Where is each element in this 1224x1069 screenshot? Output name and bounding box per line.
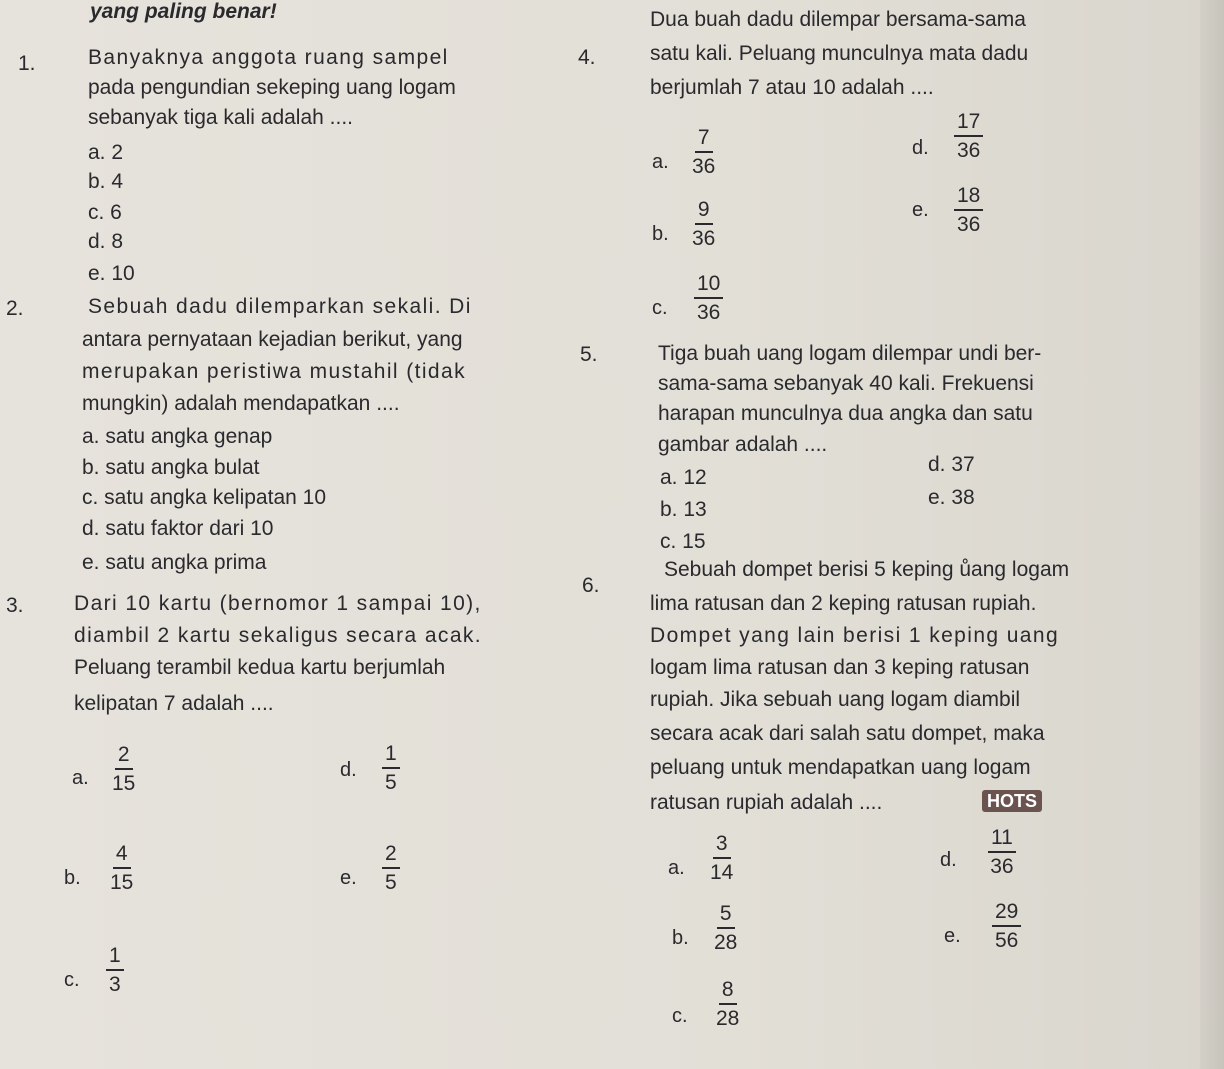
q6-line: Sebuah dompet berisi 5 keping ůang logam — [664, 558, 1070, 581]
fraction-numerator: 1 — [106, 944, 124, 971]
hots-badge: HOTS — [982, 790, 1042, 812]
q5-line: harapan munculnya dua angka dan satu — [658, 402, 1033, 425]
q2-option-c: c. satu angka kelipatan 10 — [82, 486, 327, 509]
q5-option-d: d. 37 — [928, 453, 975, 476]
fraction-denominator: 15 — [110, 871, 134, 894]
q3-option-a-fraction — [112, 743, 135, 795]
q4-option-c-label: c. — [652, 297, 668, 319]
fraction-numerator: 11 — [988, 826, 1016, 853]
fraction-numerator: 2 — [115, 743, 133, 770]
q6-option-c-label: c. — [672, 1005, 688, 1027]
q3-line: Peluang terambil kedua kartu berjumlah — [74, 656, 446, 679]
fraction-numerator: 4 — [113, 842, 131, 869]
page-edge — [1200, 0, 1224, 1069]
q6-line: peluang untuk mendapatkan uang logam — [650, 756, 1031, 779]
q3-number: 3. — [6, 594, 24, 617]
q6-option-e-fraction — [992, 900, 1021, 952]
q6-line: lima ratusan dan 2 keping ratusan rupiah. — [650, 592, 1037, 615]
q5-line: sama-sama sebanyak 40 kali. Frekuensi — [658, 372, 1034, 395]
fraction-denominator: 28 — [714, 931, 738, 954]
q3-option-b-fraction — [110, 842, 133, 894]
q4-option-a-fraction — [692, 126, 715, 178]
q2-option-d: d. satu faktor dari 10 — [82, 517, 274, 540]
q1-option-b: b. 4 — [88, 170, 124, 193]
fraction-denominator: 36 — [697, 301, 721, 324]
q4-option-d-fraction — [954, 110, 983, 162]
fraction-numerator: 2 — [382, 842, 400, 869]
q4-option-e-fraction — [954, 184, 983, 236]
q1-line: Banyaknya anggota ruang sampel — [88, 46, 449, 69]
fraction-denominator: 14 — [710, 861, 734, 884]
q3-option-a-label: a. — [72, 767, 89, 789]
fraction-numerator: 8 — [719, 978, 737, 1005]
header-text: yang paling benar! — [90, 0, 277, 23]
fraction-numerator: 9 — [695, 198, 713, 225]
q3-option-c-label: c. — [64, 969, 80, 991]
fraction-denominator: 5 — [385, 771, 397, 794]
fraction-denominator: 36 — [990, 855, 1014, 878]
q2-option-e: e. satu angka prima — [82, 551, 267, 574]
fraction-denominator: 36 — [957, 213, 981, 236]
fraction-numerator: 10 — [694, 272, 723, 299]
q1-number: 1. — [18, 52, 36, 75]
q1-line: sebanyak tiga kali adalah .... — [88, 106, 354, 129]
fraction-denominator: 15 — [112, 772, 136, 795]
q5-option-e: e. 38 — [928, 486, 975, 509]
q2-option-a: a. satu angka genap — [82, 425, 273, 448]
q6-number: 6. — [582, 574, 600, 597]
fraction-numerator: 1 — [382, 742, 400, 769]
q2-line: Sebuah dadu dilemparkan sekali. Di — [88, 295, 472, 318]
q6-option-b-fraction — [714, 902, 737, 954]
fraction-denominator: 36 — [692, 227, 716, 250]
q3-option-d-label: d. — [340, 759, 357, 781]
q1-line: pada pengundian sekeping uang logam — [88, 76, 456, 99]
fraction-denominator: 56 — [995, 929, 1019, 952]
q5-option-a: a. 12 — [660, 466, 707, 489]
fraction-numerator: 7 — [695, 126, 713, 153]
q3-option-d-fraction — [382, 742, 400, 794]
q1-option-d: d. 8 — [88, 230, 124, 253]
q6-line: Dompet yang lain berisi 1 keping uang — [650, 624, 1060, 647]
q3-option-e-label: e. — [340, 867, 357, 889]
q4-line: satu kali. Peluang munculnya mata dadu — [650, 42, 1029, 65]
q4-number: 4. — [578, 46, 596, 69]
q3-line: diambil 2 kartu sekaligus secara acak. — [74, 624, 483, 647]
q5-option-b: b. 13 — [660, 498, 707, 521]
fraction-numerator: 3 — [713, 832, 731, 859]
q5-line: Tiga buah uang logam dilempar undi ber- — [658, 342, 1042, 365]
q2-option-b: b. satu angka bulat — [82, 456, 260, 479]
q4-option-c-fraction — [694, 272, 723, 324]
q6-option-d-label: d. — [940, 849, 957, 871]
q2-number: 2. — [6, 297, 24, 320]
q3-option-b-label: b. — [64, 867, 81, 889]
q4-option-d-label: d. — [912, 137, 929, 159]
q6-option-d-fraction — [988, 826, 1016, 878]
q6-line: ratusan rupiah adalah .... — [650, 791, 883, 814]
q6-option-b-label: b. — [672, 927, 689, 949]
fraction-numerator: 17 — [954, 110, 983, 137]
fraction-denominator: 36 — [957, 139, 981, 162]
q6-option-a-fraction — [710, 832, 733, 884]
q4-line: Dua buah dadu dilempar bersama-sama — [650, 8, 1026, 31]
q3-line: Dari 10 kartu (bernomor 1 sampai 10), — [74, 592, 482, 615]
fraction-numerator: 5 — [717, 902, 735, 929]
fraction-numerator: 29 — [992, 900, 1021, 927]
q4-line: berjumlah 7 atau 10 adalah .... — [650, 76, 934, 99]
q4-option-a-label: a. — [652, 151, 669, 173]
q3-option-c-fraction — [106, 944, 124, 996]
q1-option-e: e. 10 — [88, 262, 135, 285]
q5-line: gambar adalah .... — [658, 433, 828, 456]
q4-option-b-label: b. — [652, 223, 669, 245]
q6-option-a-label: a. — [668, 857, 685, 879]
q6-line: secara acak dari salah satu dompet, maka — [650, 722, 1045, 745]
q3-option-e-fraction — [382, 842, 400, 894]
q6-option-e-label: e. — [944, 925, 961, 947]
q1-option-c: c. 6 — [88, 201, 122, 224]
q5-option-c: c. 15 — [660, 530, 706, 553]
q4-option-b-fraction — [692, 198, 715, 250]
q6-option-c-fraction — [716, 978, 739, 1030]
q6-line: logam lima ratusan dan 3 keping ratusan — [650, 656, 1030, 679]
fraction-denominator: 36 — [692, 155, 716, 178]
q6-line: rupiah. Jika sebuah uang logam diambil — [650, 688, 1021, 711]
q2-line: mungkin) adalah mendapatkan .... — [82, 392, 400, 415]
q2-line: merupakan peristiwa mustahil (tidak — [82, 360, 466, 383]
q1-option-a: a. 2 — [88, 141, 124, 164]
q3-line: kelipatan 7 adalah .... — [74, 692, 274, 715]
fraction-denominator: 5 — [385, 871, 397, 894]
fraction-numerator: 18 — [954, 184, 983, 211]
fraction-denominator: 3 — [109, 973, 121, 996]
q4-option-e-label: e. — [912, 199, 929, 221]
fraction-denominator: 28 — [716, 1007, 740, 1030]
q2-line: antara pernyataan kejadian berikut, yang — [82, 328, 463, 351]
q5-number: 5. — [580, 343, 598, 366]
